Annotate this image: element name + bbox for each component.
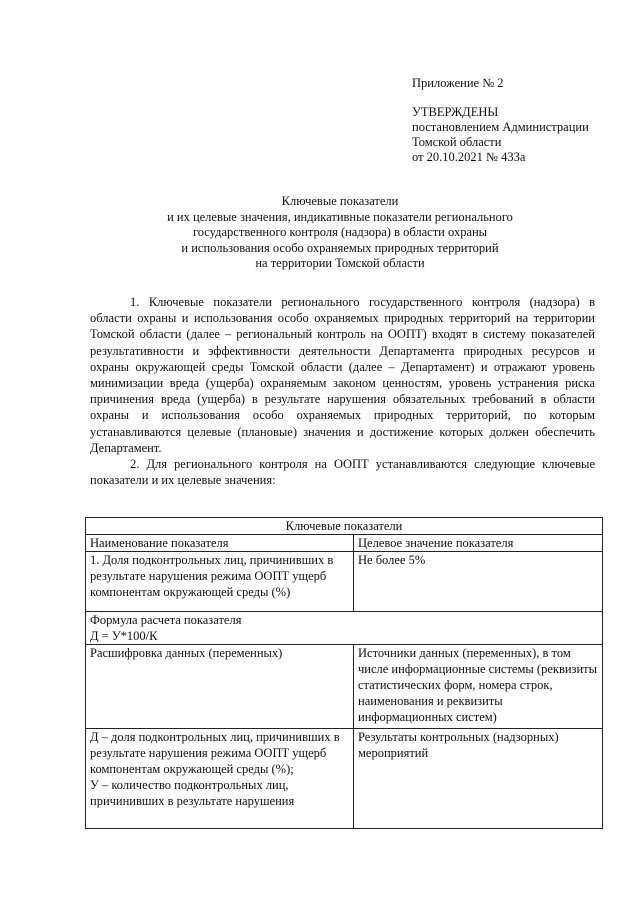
sources-header-cell: Источники данных (переменных), в том числе информационные системы (реквизиты статистических форм, номера строк, наименования и реквизиты информационных систем) [354, 645, 603, 729]
approved-region-line: Томской области [412, 135, 502, 149]
header-indicator-name: Наименование показателя [86, 535, 354, 552]
document-body [90, 294, 595, 488]
document-title [90, 194, 590, 272]
key-indicators-table [85, 517, 603, 829]
paragraph-1: 1. Ключевые показатели регионального государственного контроля (надзора) в области охраны и использования особо охраняемых природных территорий на территории Томской области (далее – региональный контроль на ООПТ) входят в систему показателей результативности и эффективности деятельности Департамента природных ресурсов и охраны окружающей среды Томской области (далее – Департамент) и отражают уровень минимизации вреда (ущерба) охраняемым законом ценностям, уровень устранения риска причинения вреда (ущерба) в результате нарушения обязательных требований в области охраны и использования особо охраняемых природных территорий, по которым устанавливаются целевые (плановые) значения и достижение которых должен обеспечить Департамент. [90, 295, 595, 455]
source-value-cell: Результаты контрольных (надзорных) мероприятий [354, 729, 603, 829]
formula-label: Формула расчета показателя [90, 613, 242, 627]
approval-block [412, 76, 589, 165]
variable-d-definition: Д – доля подконтрольных лиц, причинивших в результате нарушения режима ООПТ ущерб компонентам окружающей среды (%); [90, 730, 340, 776]
spacer [412, 91, 589, 105]
appendix-number: Приложение № 2 [412, 76, 504, 90]
target-value-cell: Не более 5% [354, 552, 603, 612]
variables-cell [86, 729, 354, 829]
indicator-name-cell: 1. Доля подконтрольных лиц, причинивших в результате нарушения режима ООПТ ущерб компонентам окружающей среды (%) [86, 552, 354, 612]
decode-header-cell: Расшифровка данных (переменных) [86, 645, 354, 729]
paragraph-2: 2. Для регионального контроля на ООПТ устанавливаются следующие ключевые показатели и их целевые значения: [90, 457, 595, 488]
title-line: и их целевые значения, индикативные показатели регионального [167, 209, 513, 224]
header-target-value: Целевое значение показателя [354, 535, 603, 552]
title-line: Ключевые показатели [281, 194, 399, 208]
variable-u-definition: У – количество подконтрольных лиц, причинивших в результате нарушения [90, 778, 295, 808]
formula-cell [86, 612, 603, 645]
approved-heading: УТВЕРЖДЕНЫ [412, 105, 499, 119]
table-caption: Ключевые показатели [86, 518, 603, 535]
title-line: государственного контроля (надзора) в области охраны [192, 225, 488, 239]
title-line: и использования особо охраняемых природных территорий [181, 240, 499, 255]
approved-date-line: от 20.10.2021 № 433а [412, 150, 526, 164]
approved-by-line: постановлением Администрации [412, 120, 589, 134]
formula-expression: Д = У*100/К [90, 629, 158, 643]
title-line: на территории Томской области [255, 256, 425, 270]
